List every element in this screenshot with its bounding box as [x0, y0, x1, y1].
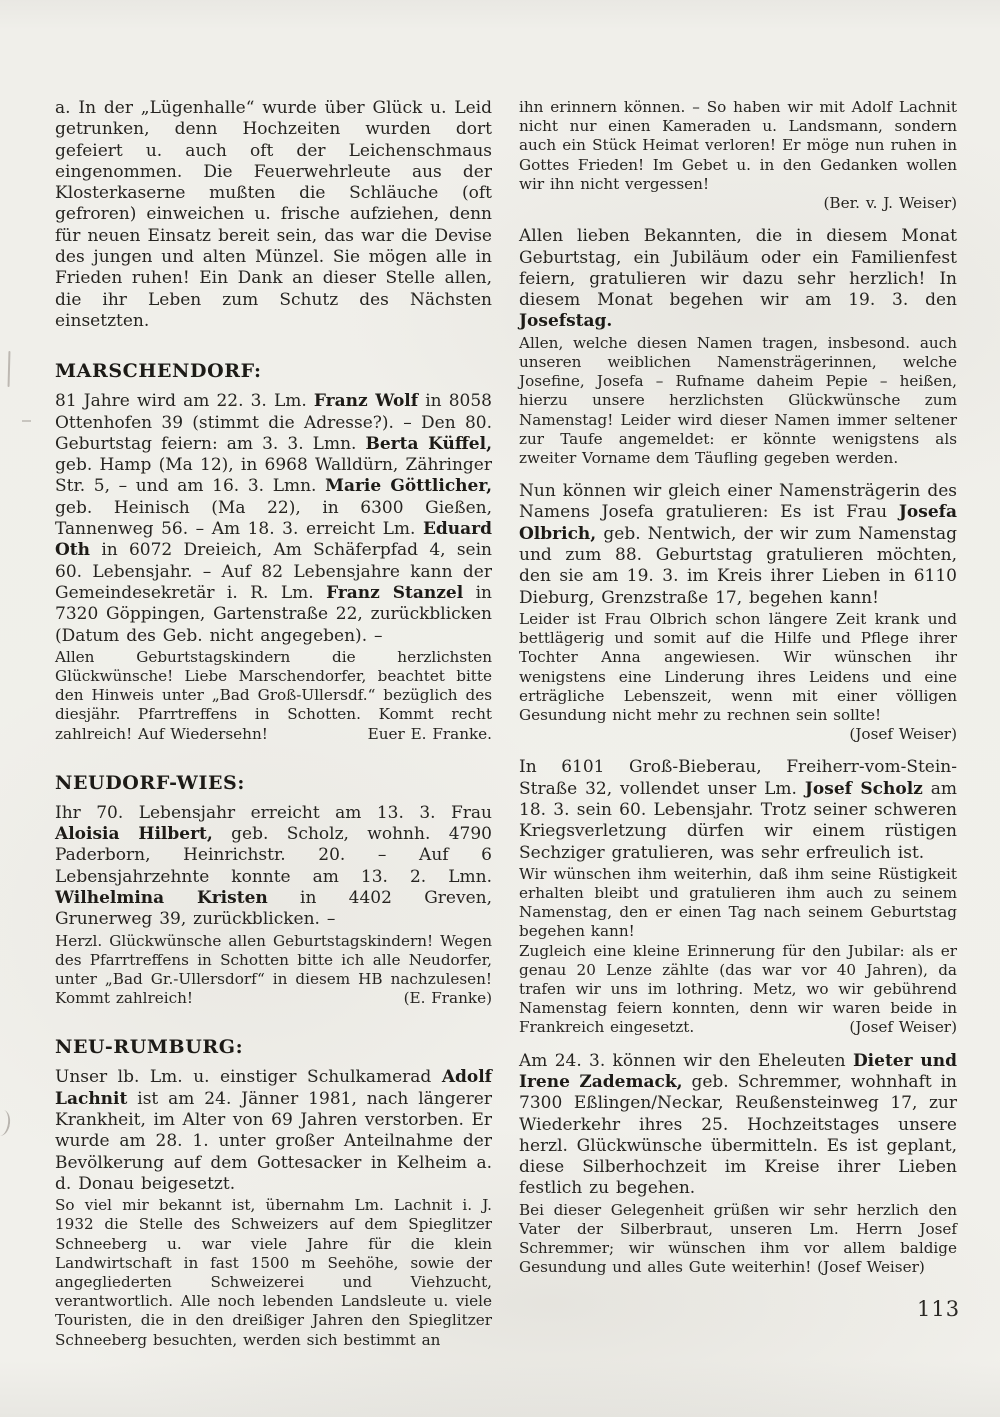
person-name: Josefa Olbrich,	[519, 502, 957, 544]
paragraph-text	[55, 803, 492, 929]
text-run: Leider ist Frau Olbrich schon längere Zeit krank und bettlägerig und somit auf die Hilfe und Pflege ihrer Tochter Anna angewiesen. Wir wünschen ihr wenigstens eine Linderung ihres Leidens und eine erträgliche Lebenszeit, wenn mit einer völligen Gesundung nicht mehr zu rechnen sein sollte!	[519, 609, 957, 724]
paragraph	[519, 334, 957, 468]
signature: (E. Franke)	[403, 989, 492, 1008]
text-run: geb. Heinisch (Ma 22), in 6300 Gießen, Tannenweg 56. – Am 18. 3. erreicht Lm.	[55, 497, 492, 540]
text-run: Ihr 70. Lebensjahr erreicht am 13. 3. Frau	[55, 802, 492, 823]
text-run: Wir wünschen ihm weiterhin, daß ihm seine Rüstigkeit erhalten bleibt und gratulieren ihm auch zu seinem Namenstag, den er einen Tag nach seinem Geburtstag begehen kann!	[519, 864, 957, 941]
paragraph-text	[519, 865, 957, 941]
text-run: Herzl. Glückwünsche allen Geburtstagskindern! Wegen des Pfarrtreffens in Schotten bitte ich alle Neudorfer, unter „Bad Gr.-Ullersdorf“ in diesem HB nachzulesen! Kommt zahlreich!	[55, 931, 492, 1008]
text-run: Bei dieser Gelegenheit grüßen wir sehr herzlich den Vater der Silberbraut, unseren Lm. Herrn Josef Schremmer; wir wünschen ihm vor allem baldige Gesundung und alles Gute weiterhin! (Josef Weiser)	[519, 1200, 957, 1277]
person-name: Berta Küffel,	[365, 433, 492, 454]
paragraph	[519, 98, 957, 213]
paragraph	[55, 1067, 492, 1195]
text-run: Nun können wir gleich einer Namensträgerin des Namens Josefa gratulieren: Es ist Frau	[519, 481, 957, 523]
text-run: Zugleich eine kleine Erinnerung für den Jubilar: als er genau 20 Lenze zählte (das war vor 40 Jahren), da trafen wir uns im lothring. Metz, wo wir gebührend Namenstag feiern konnten, denn wir waren beide in Frankreich eingesetzt.	[519, 941, 957, 1037]
text-run: Allen, welche diesen Namen tragen, insbesond. auch unseren weiblichen Namensträgerinnen, welche Josefine, Josefa – Rufname daheim Pepie – heißen, hierzu unsere herzlichsten Glückwünsche zum Namenstag! Leider wird dieser Namen immer seltener zur Taufe angemeldet: er könnte wenigstens als zweiter Vorname dem Täufling gegeben werden.	[519, 333, 957, 467]
signature-line: (Josef Weiser)	[849, 725, 957, 744]
paragraph-text	[55, 932, 492, 1008]
paragraph-text	[519, 481, 957, 607]
paragraph-text	[519, 610, 957, 724]
paragraph-text	[519, 942, 957, 1037]
text-run: in 8058 Ottenhofen 39 (stimmt die Adresse?). – Den 80. Geburtstag feiern: am 3. 3. Lmn.	[55, 391, 492, 454]
person-name: Marie Göttlicher,	[325, 476, 492, 497]
margin-mark-dash	[22, 420, 31, 422]
person-name: Aloisia Hilbert,	[55, 824, 213, 845]
right-column	[519, 98, 957, 1278]
text-run: ihn erinnern können. – So haben wir mit Adolf Lachnit nicht nur einen Kameraden u. Landsmann, sondern auch ein Stück Heimat verloren! Er möge nun ruhen in Gottes Frieden! Im Gebet u. in den Gedanken wollen wir ihn nicht vergessen!	[519, 98, 957, 193]
text-run: Unser lb. Lm. u. einstiger Schulkamerad	[55, 1067, 442, 1088]
section-heading	[55, 772, 492, 794]
margin-mark-stroke	[8, 351, 11, 387]
person-name: Wilhelmina Kristen	[55, 888, 268, 909]
text-run: In 6101 Groß-Bieberau, Freiherr-vom-Stein-Straße 32, vollendet unser Lm.	[519, 757, 957, 799]
text-run: am 18. 3. sein 60. Lebensjahr. Trotz seiner schweren Kriegsverletzung dürfen wir einem rüstigen Sechziger gratulieren, was sehr erfreulich ist.	[519, 778, 957, 863]
paragraph-text	[519, 1201, 957, 1277]
text-run: Allen lieben Bekannten, die in diesem Monat Geburtstag, ein Jubiläum oder ein Familienfest feiern, gratulieren wir dazu sehr herzlich! In diesem Monat begehen wir am 19. 3. den	[519, 226, 957, 311]
paragraph-text	[55, 1036, 243, 1058]
paragraph	[519, 757, 957, 863]
page-number: 113	[917, 1297, 961, 1321]
text-run: Am 24. 3. können wir den Eheleuten	[519, 1050, 853, 1071]
paragraph-text	[55, 391, 492, 645]
paragraph-text	[519, 226, 957, 331]
text-run: So viel mir bekannt ist, übernahm Lm. Lachnit i. J. 1932 die Stelle des Schweizers auf dem Spieglitzer Schneeberg u. war viele Jahre für die klein Landwirtschaft in fast 1500 m Seehöhe, sowie der angegliederten Schweizerei und Viehzucht, verantwortlich. Alle noch lebenden Landsleute u. viele Touristen, die in den dreißiger Jahren den Spieglitzer Schneeberg besuchten, werden sich bestimmt an	[55, 1196, 492, 1349]
text-run: NEUDORF-WIES:	[55, 771, 245, 794]
margin-mark-paren	[0, 1109, 12, 1137]
text-run: geb. Scholz, wohnh. 4790 Paderborn, Heinrichstr. 20. – Auf 6 Lebensjahrzehnte konnte am 13. 2. Lmn.	[55, 824, 492, 887]
paragraph	[519, 481, 957, 609]
section-heading	[55, 360, 492, 382]
paragraph	[55, 648, 492, 744]
paragraph	[55, 932, 492, 1009]
signature: (Josef Weiser)	[849, 1018, 957, 1037]
text-run: in 4402 Greven, Grunerweg 39, zurückblicken. –	[55, 888, 492, 930]
person-name: Franz Stanzel	[326, 582, 464, 603]
paragraph	[519, 865, 957, 942]
person-name: Josef Scholz	[804, 778, 923, 799]
person-name: Franz Wolf	[313, 391, 419, 412]
text-run: NEU-RUMBURG:	[55, 1036, 244, 1059]
paragraph	[519, 1051, 957, 1200]
text-run: MARSCHENDORF:	[55, 360, 262, 383]
paragraph	[519, 610, 957, 744]
person-name: Josefstag.	[519, 311, 613, 332]
signature-line: (Ber. v. J. Weiser)	[823, 194, 957, 213]
person-name: Dieter und Irene Zademack,	[519, 1050, 958, 1092]
paragraph-text	[55, 98, 492, 331]
person-name: Eduard Oth	[55, 519, 492, 561]
paragraph	[519, 226, 957, 332]
text-run: geb. Hamp (Ma 12), in 6968 Walldürn, Zähringer Str. 5, – und am 16. 3. Lmn.	[55, 455, 492, 497]
section-heading	[55, 1036, 492, 1058]
paragraph-text	[55, 1067, 492, 1193]
text-run: in 6072 Dreieich, Am Schäferpfad 4, sein 60. Lebensjahr. – Auf 82 Lebensjahre kann der Gemeindesekretär i. R. Lm.	[55, 540, 492, 603]
paragraph-text	[519, 334, 957, 467]
paragraph-text	[55, 1196, 492, 1348]
paragraph-text	[55, 648, 492, 743]
text-run: geb. Nentwich, der wir zum Namenstag und zum 88. Geburtstag gratulieren möchten, den sie am 19. 3. im Kreis ihrer Lieben in 6110 Dieburg, Grenzstraße 17, begehen kann!	[519, 523, 957, 608]
text-run: in 7320 Göppingen, Gartenstraße 22, zurückblicken (Datum des Geb. nicht angegeben). –	[55, 582, 492, 646]
paragraph-text	[55, 772, 245, 794]
text-run: 81 Jahre wird am 22. 3. Lm.	[55, 391, 314, 412]
paragraph	[519, 1201, 957, 1278]
paragraph	[55, 803, 492, 931]
text-run: a. In der „Lügenhalle“ wurde über Glück u. Leid getrunken, denn Hochzeiten wurden dort gefeiert u. auch oft der Leichenschmaus eingenommen. Die Feuerwehrleute aus der Klosterkaserne mußten die Schläuche (oft gefroren) einweichen u. frische aufziehen, denn für neuen Einsatz bereit sein, das war die Devise des jungen und alten Münzel. Sie mögen alle in Frieden ruhen! Ein Dank an dieser Stelle allen, die ihr Leben zum Schutz des Nächsten einsetzten.	[55, 98, 492, 331]
text-run: Allen Geburtstagskindern die herzlichsten Glückwünsche! Liebe Marschendorfer, beachtet bitte den Hinweis unter „Bad Groß-Ullersdf.“ bezüglich des diesjähr. Pfarrtreffens in Schotten. Kommt recht zahlreich! Auf Wiedersehn!	[55, 647, 492, 743]
paragraph-text	[519, 757, 957, 862]
paragraph	[55, 391, 492, 647]
text-run: ist am 24. Jänner 1981, nach längerer Krankheit, im Alter von 69 Jahren verstorben. Er wurde am 28. 1. unter großer Anteilnahme der Bevölkerung auf dem Gottesacker in Kelheim a. d. Donau beigesetzt.	[55, 1088, 492, 1194]
text-run: geb. Schremmer, wohnhaft in 7300 Eßlingen/Neckar, Reußensteinweg 17, zur Wiederkehr ihres 25. Hochzeitstages unsere herzl. Glückwünsche übermitteln. Es ist geplant, diese Silberhochzeit im Kreise ihrer Lieben festlich zu begehen.	[519, 1071, 958, 1199]
signature: Euer E. Franke.	[367, 724, 492, 743]
paragraph	[55, 98, 492, 332]
person-name: Adolf Lachnit	[55, 1067, 492, 1109]
paragraph	[55, 1196, 492, 1350]
paragraph-text	[55, 360, 262, 382]
left-column	[55, 98, 492, 1350]
paragraph-text	[519, 98, 957, 193]
paragraph	[519, 942, 957, 1038]
paragraph-text	[519, 1051, 957, 1199]
